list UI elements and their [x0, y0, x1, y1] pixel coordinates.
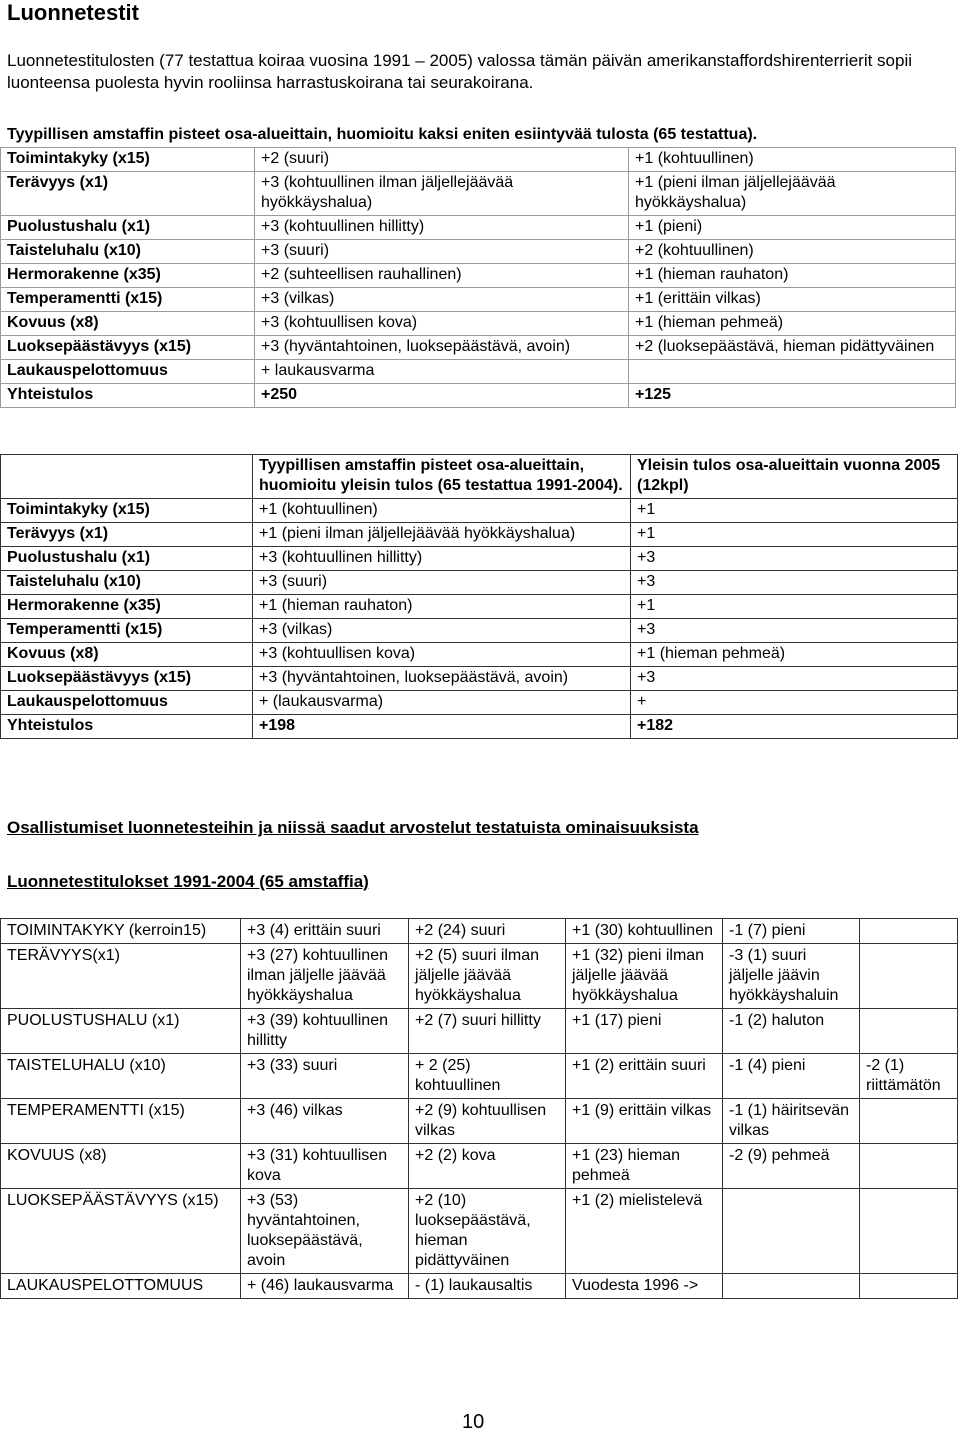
result-cell: +1 (17) pieni [566, 1009, 723, 1054]
score-secondary: +1 (kohtuullinen) [629, 148, 956, 172]
trait-label: LUOKSEPÄÄSTÄVYYS (x15) [1, 1189, 241, 1274]
trait-label: TEMPERAMENTTI (x15) [1, 1099, 241, 1144]
section-title: Osallistumiset luonnetesteihin ja niissä saadut arvostelut testatuista ominaisuuksista [7, 818, 699, 837]
result-cell: +2 (2) kova [409, 1144, 566, 1189]
result-cell: Vuodesta 1996 -> [566, 1274, 723, 1299]
trait-label: Terävyys (x1) [1, 523, 253, 547]
result-cell: +3 (46) vilkas [241, 1099, 409, 1144]
table3-row [1, 919, 958, 944]
trait-label: TAISTELUHALU (x10) [1, 1054, 241, 1099]
trait-label: Laukauspelottomuus [1, 360, 255, 384]
table1-row [1, 216, 956, 240]
result-cell: + 2 (25) kohtuullinen [409, 1054, 566, 1099]
typical-scores-table [0, 147, 956, 408]
result-cell: -2 (1) riittämätön [860, 1054, 958, 1099]
result-cell [860, 919, 958, 944]
table3-row [1, 1144, 958, 1189]
trait-label: Toimintakyky (x15) [1, 148, 255, 172]
result-cell: -1 (7) pieni [723, 919, 860, 944]
trait-label: Puolustushalu (x1) [1, 216, 255, 240]
total-typical: +198 [253, 715, 631, 739]
result-cell: +1 (23) hieman pehmeä [566, 1144, 723, 1189]
result-cell [860, 1144, 958, 1189]
table1-row [1, 172, 956, 216]
table1-row [1, 312, 956, 336]
year-2005-score: +3 [631, 547, 958, 571]
trait-label: Taisteluhalu (x10) [1, 571, 253, 595]
year-2005-score: +1 [631, 595, 958, 619]
table3-row [1, 944, 958, 1009]
result-cell: - (1) laukausaltis [409, 1274, 566, 1299]
trait-label: TERÄVYYS(x1) [1, 944, 241, 1009]
page-number: 10 [462, 1411, 485, 1433]
typical-score: +3 (suuri) [253, 571, 631, 595]
table2-row [1, 667, 958, 691]
table2-row [1, 619, 958, 643]
table1-row [1, 336, 956, 360]
result-cell [723, 1274, 860, 1299]
trait-label: Temperamentti (x15) [1, 619, 253, 643]
result-cell: +3 (27) kohtuullinen ilman jäljelle jäävää hyökkäyshalua [241, 944, 409, 1009]
trait-label: Hermorakenne (x35) [1, 264, 255, 288]
table2-row [1, 571, 958, 595]
total-label: Yhteistulos [1, 715, 253, 739]
table2-header-b: Yleisin tulos osa-alueittain vuonna 2005 (12kpl) [631, 455, 958, 499]
table1-row [1, 240, 956, 264]
score-primary: + laukausvarma [255, 360, 629, 384]
year-2005-score: +1 (hieman pehmeä) [631, 643, 958, 667]
typical-score: +1 (kohtuullinen) [253, 499, 631, 523]
trait-label: Kovuus (x8) [1, 643, 253, 667]
result-cell: +1 (9) erittäin vilkas [566, 1099, 723, 1144]
score-primary: +3 (vilkas) [255, 288, 629, 312]
trait-label: Luoksepäästävyys (x15) [1, 336, 255, 360]
result-cell: +1 (2) mielistelevä [566, 1189, 723, 1274]
score-secondary: +1 (hieman pehmeä) [629, 312, 956, 336]
score-secondary: +1 (erittäin vilkas) [629, 288, 956, 312]
table2-row [1, 547, 958, 571]
trait-label: Luoksepäästävyys (x15) [1, 667, 253, 691]
year-2005-score: +3 [631, 667, 958, 691]
table1-row [1, 360, 956, 384]
result-cell: +2 (10) luoksepäästävä, hieman pidättyväinen [409, 1189, 566, 1274]
total-primary: +250 [255, 384, 629, 408]
score-secondary: +1 (pieni ilman jäljellejäävää hyökkäyshalua) [629, 172, 956, 216]
trait-label: Terävyys (x1) [1, 172, 255, 216]
result-cell [860, 1009, 958, 1054]
score-secondary: +2 (luoksepäästävä, hieman pidättyväinen [629, 336, 956, 360]
score-secondary: +2 (kohtuullinen) [629, 240, 956, 264]
typical-score: + (laukausvarma) [253, 691, 631, 715]
trait-label: Temperamentti (x15) [1, 288, 255, 312]
trait-label: Laukauspelottomuus [1, 691, 253, 715]
trait-label: Toimintakyky (x15) [1, 499, 253, 523]
typical-score: +1 (pieni ilman jäljellejäävää hyökkäyshalua) [253, 523, 631, 547]
result-cell [860, 944, 958, 1009]
score-primary: +2 (suuri) [255, 148, 629, 172]
score-secondary: +1 (pieni) [629, 216, 956, 240]
table2-row [1, 691, 958, 715]
result-cell: +3 (53) hyväntahtoinen, luoksepäästävä, avoin [241, 1189, 409, 1274]
table3-row [1, 1099, 958, 1144]
table3-row [1, 1054, 958, 1099]
result-cell [860, 1189, 958, 1274]
year-2005-score: +3 [631, 619, 958, 643]
section-subtitle: Luonnetestitulokset 1991-2004 (65 amstaffia) [7, 872, 369, 891]
result-cell: -3 (1) suuri jäljelle jäävin hyökkäyshaluin [723, 944, 860, 1009]
trait-label: KOVUUS (x8) [1, 1144, 241, 1189]
result-cell: +3 (4) erittäin suuri [241, 919, 409, 944]
typical-score: +3 (hyväntahtoinen, luoksepäästävä, avoin) [253, 667, 631, 691]
table2-header-row [1, 455, 958, 499]
typical-score: +3 (kohtuullisen kova) [253, 643, 631, 667]
intro-paragraph: Luonnetestitulosten (77 testattua koiraa vuosina 1991 – 2005) valossa tämän päivän amerikanstaffordshirenterrierit sopii luonteensa puolesta hyvin rooliinsa harrastuskoirana tai seurakoirana. [7, 51, 913, 92]
score-secondary: +1 (hieman rauhaton) [629, 264, 956, 288]
result-cell: +3 (39) kohtuullinen hillitty [241, 1009, 409, 1054]
page-title: Luonnetestit [7, 0, 139, 25]
common-result-table [0, 454, 958, 739]
year-2005-score: + [631, 691, 958, 715]
year-2005-score: +3 [631, 571, 958, 595]
table1-total-row [1, 384, 956, 408]
test-results-table [0, 918, 958, 1299]
score-primary: +3 (kohtuullinen hillitty) [255, 216, 629, 240]
total-2005: +182 [631, 715, 958, 739]
result-cell: -2 (9) pehmeä [723, 1144, 860, 1189]
year-2005-score: +1 [631, 499, 958, 523]
trait-label: Puolustushalu (x1) [1, 547, 253, 571]
trait-label: TOIMINTAKYKY (kerroin15) [1, 919, 241, 944]
result-cell: -1 (1) häiritsevän vilkas [723, 1099, 860, 1144]
result-cell: +3 (33) suuri [241, 1054, 409, 1099]
score-primary: +3 (hyväntahtoinen, luoksepäästävä, avoin) [255, 336, 629, 360]
result-cell: +1 (30) kohtuullinen [566, 919, 723, 944]
result-cell: +2 (24) suuri [409, 919, 566, 944]
result-cell: -1 (2) haluton [723, 1009, 860, 1054]
score-primary: +3 (kohtuullinen ilman jäljellejäävää hyökkäyshalua) [255, 172, 629, 216]
table2-row [1, 643, 958, 667]
table2-header-empty [1, 455, 253, 499]
typical-score: +3 (kohtuullinen hillitty) [253, 547, 631, 571]
typical-score: +3 (vilkas) [253, 619, 631, 643]
result-cell: +3 (31) kohtuullisen kova [241, 1144, 409, 1189]
table3-row [1, 1274, 958, 1299]
table2-row [1, 499, 958, 523]
result-cell: + (46) laukausvarma [241, 1274, 409, 1299]
result-cell: +1 (32) pieni ilman jäljelle jäävää hyökkäyshalua [566, 944, 723, 1009]
trait-label: Kovuus (x8) [1, 312, 255, 336]
result-cell: -1 (4) pieni [723, 1054, 860, 1099]
score-primary: +3 (suuri) [255, 240, 629, 264]
trait-label: Hermorakenne (x35) [1, 595, 253, 619]
score-secondary [629, 360, 956, 384]
result-cell [860, 1274, 958, 1299]
trait-label: PUOLUSTUSHALU (x1) [1, 1009, 241, 1054]
year-2005-score: +1 [631, 523, 958, 547]
result-cell: +1 (2) erittäin suuri [566, 1054, 723, 1099]
table2-header-a: Tyypillisen amstaffin pisteet osa-alueittain, huomioitu yleisin tulos (65 testattua 1991-2004). [253, 455, 631, 499]
total-label: Yhteistulos [1, 384, 255, 408]
result-cell [723, 1189, 860, 1274]
trait-label: LAUKAUSPELOTTOMUUS [1, 1274, 241, 1299]
result-cell [860, 1099, 958, 1144]
score-primary: +3 (kohtuullisen kova) [255, 312, 629, 336]
typical-score: +1 (hieman rauhaton) [253, 595, 631, 619]
result-cell: +2 (5) suuri ilman jäljelle jäävää hyökkäyshalua [409, 944, 566, 1009]
table2-row [1, 523, 958, 547]
table1-row [1, 148, 956, 172]
table1-row [1, 264, 956, 288]
result-cell: +2 (7) suuri hillitty [409, 1009, 566, 1054]
table1-row [1, 288, 956, 312]
table2-total-row [1, 715, 958, 739]
table2-row [1, 595, 958, 619]
score-primary: +2 (suhteellisen rauhallinen) [255, 264, 629, 288]
table3-row [1, 1009, 958, 1054]
total-secondary: +125 [629, 384, 956, 408]
result-cell: +2 (9) kohtuullisen vilkas [409, 1099, 566, 1144]
table1-caption: Tyypillisen amstaffin pisteet osa-alueittain, huomioitu kaksi eniten esiintyvää tulosta (65 testattua). [7, 126, 758, 143]
table3-row [1, 1189, 958, 1274]
trait-label: Taisteluhalu (x10) [1, 240, 255, 264]
